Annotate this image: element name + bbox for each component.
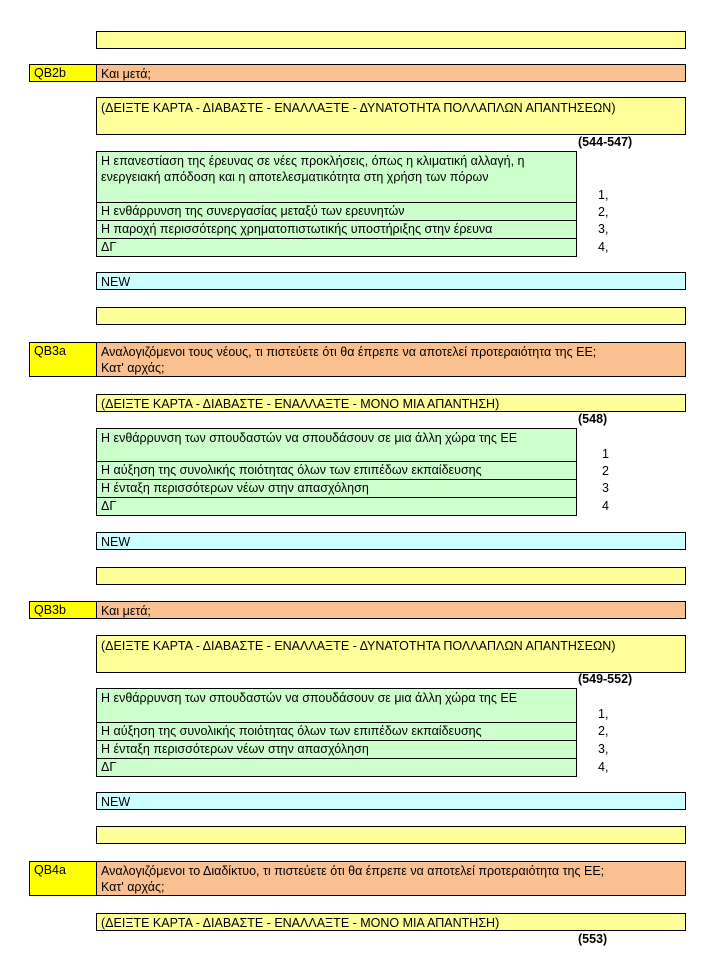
answer-code: 3 <box>602 481 609 495</box>
variable-code: (553) <box>578 932 608 946</box>
question-id: QB3a <box>29 342 97 377</box>
answer-text: Η ενθάρρυνση των σπουδαστών να σπουδάσουν σε μια άλλη χώρα της ΕΕ <box>101 691 518 705</box>
new-label: NEW <box>96 792 686 810</box>
answer-option <box>96 462 577 480</box>
answer-code: 3, <box>598 222 609 236</box>
variable-code: (548) <box>578 412 608 426</box>
answer-text: Η αύξηση της συνολικής ποιότητας όλων των επιπέδων εκπαίδευσης <box>101 724 482 738</box>
question-id: QB4a <box>29 861 97 896</box>
answer-code: 4 <box>602 499 609 513</box>
answer-option <box>96 203 577 221</box>
instruction: (ΔΕΙΞΤΕ ΚΑΡΤΑ - ΔΙΑΒΑΣΤΕ - ΕΝΑΛΛΑΞΤΕ - ΜΟΝΟ ΜΙΑ ΑΠΑΝΤΗΣΗ) <box>96 394 686 412</box>
answer-option <box>96 759 577 777</box>
answer-text: ΔΓ <box>101 760 117 774</box>
answer-code: 4, <box>598 240 609 254</box>
empty-bar <box>96 567 686 585</box>
question-text: Και μετά; <box>96 601 686 619</box>
answer-code: 2, <box>598 724 609 738</box>
answer-code: 1, <box>598 707 609 721</box>
question-id: QB2b <box>29 64 97 82</box>
variable-code: (544-547) <box>578 135 633 149</box>
answer-text: ΔΓ <box>101 240 117 254</box>
question-text <box>96 342 686 377</box>
answer-option <box>96 239 577 257</box>
answer-option <box>96 498 577 516</box>
answer-text: Η ένταξη περισσότερων νέων στην απασχόληση <box>101 742 369 756</box>
answer-option <box>96 221 577 239</box>
answer-option <box>96 428 577 462</box>
question-line: Αναλογιζόμενοι τους νέους, τι πιστεύετε ότι θα έπρεπε να αποτελεί προτεραιότητα της ΕΕ; <box>101 345 597 359</box>
answer-option <box>96 741 577 759</box>
answer-code: 4, <box>598 760 609 774</box>
answer-code: 1, <box>598 188 609 202</box>
question-line: Αναλογιζόμενοι το Διαδίκτυο, τι πιστεύετε ότι θα έπρεπε να αποτελεί προτεραιότητα της ΕΕ; <box>101 864 605 878</box>
question-text <box>96 861 686 896</box>
question-text: Και μετά; <box>96 64 686 82</box>
answer-text: Η επανεστίαση της έρευνας σε νέες προκλήσεις, όπως η κλιματική αλλαγή, η ενεργειακή απόδοση και η αποτελεσματικότητα στη χρήση των πόρων <box>101 154 525 184</box>
answer-option <box>96 480 577 498</box>
answer-code: 2, <box>598 205 609 219</box>
answer-text: ΔΓ <box>101 499 117 513</box>
answer-text: Η ένταξη περισσότερων νέων στην απασχόληση <box>101 481 369 495</box>
new-label: NEW <box>96 532 686 550</box>
instruction: (ΔΕΙΞΤΕ ΚΑΡΤΑ - ΔΙΑΒΑΣΤΕ - ΕΝΑΛΛΑΞΤΕ - ΜΟΝΟ ΜΙΑ ΑΠΑΝΤΗΣΗ) <box>96 913 686 931</box>
answer-code: 2 <box>602 464 609 478</box>
question-line: Κατ' αρχάς; <box>101 361 165 375</box>
answer-text: Η αύξηση της συνολικής ποιότητας όλων των επιπέδων εκπαίδευσης <box>101 463 482 477</box>
instruction: (ΔΕΙΞΤΕ ΚΑΡΤΑ - ΔΙΑΒΑΣΤΕ - ΕΝΑΛΛΑΞΤΕ - ΔΥΝΑΤΟΤΗΤΑ ΠΟΛΛΑΠΛΩΝ ΑΠΑΝΤΗΣΕΩΝ) <box>96 97 686 135</box>
answer-code: 3, <box>598 742 609 756</box>
empty-bar <box>96 307 686 325</box>
answer-option <box>96 151 577 203</box>
variable-code: (549-552) <box>578 672 633 686</box>
new-label: NEW <box>96 272 686 290</box>
answer-text: Η παροχή περισσότερης χρηματοπιστωτικής υποστήριξης στην έρευνα <box>101 222 493 236</box>
answer-text: Η ενθάρρυνση των σπουδαστών να σπουδάσουν σε μια άλλη χώρα της ΕΕ <box>101 431 518 445</box>
answer-code: 1 <box>602 447 609 461</box>
empty-bar <box>96 826 686 844</box>
answer-text: Η ενθάρρυνση της συνεργασίας μεταξύ των ερευνητών <box>101 204 405 218</box>
answer-option <box>96 723 577 741</box>
instruction: (ΔΕΙΞΤΕ ΚΑΡΤΑ - ΔΙΑΒΑΣΤΕ - ΕΝΑΛΛΑΞΤΕ - ΔΥΝΑΤΟΤΗΤΑ ΠΟΛΛΑΠΛΩΝ ΑΠΑΝΤΗΣΕΩΝ) <box>96 635 686 673</box>
answer-option <box>96 688 577 723</box>
empty-bar <box>96 31 686 49</box>
question-line: Κατ' αρχάς; <box>101 880 165 894</box>
question-id: QB3b <box>29 601 97 619</box>
